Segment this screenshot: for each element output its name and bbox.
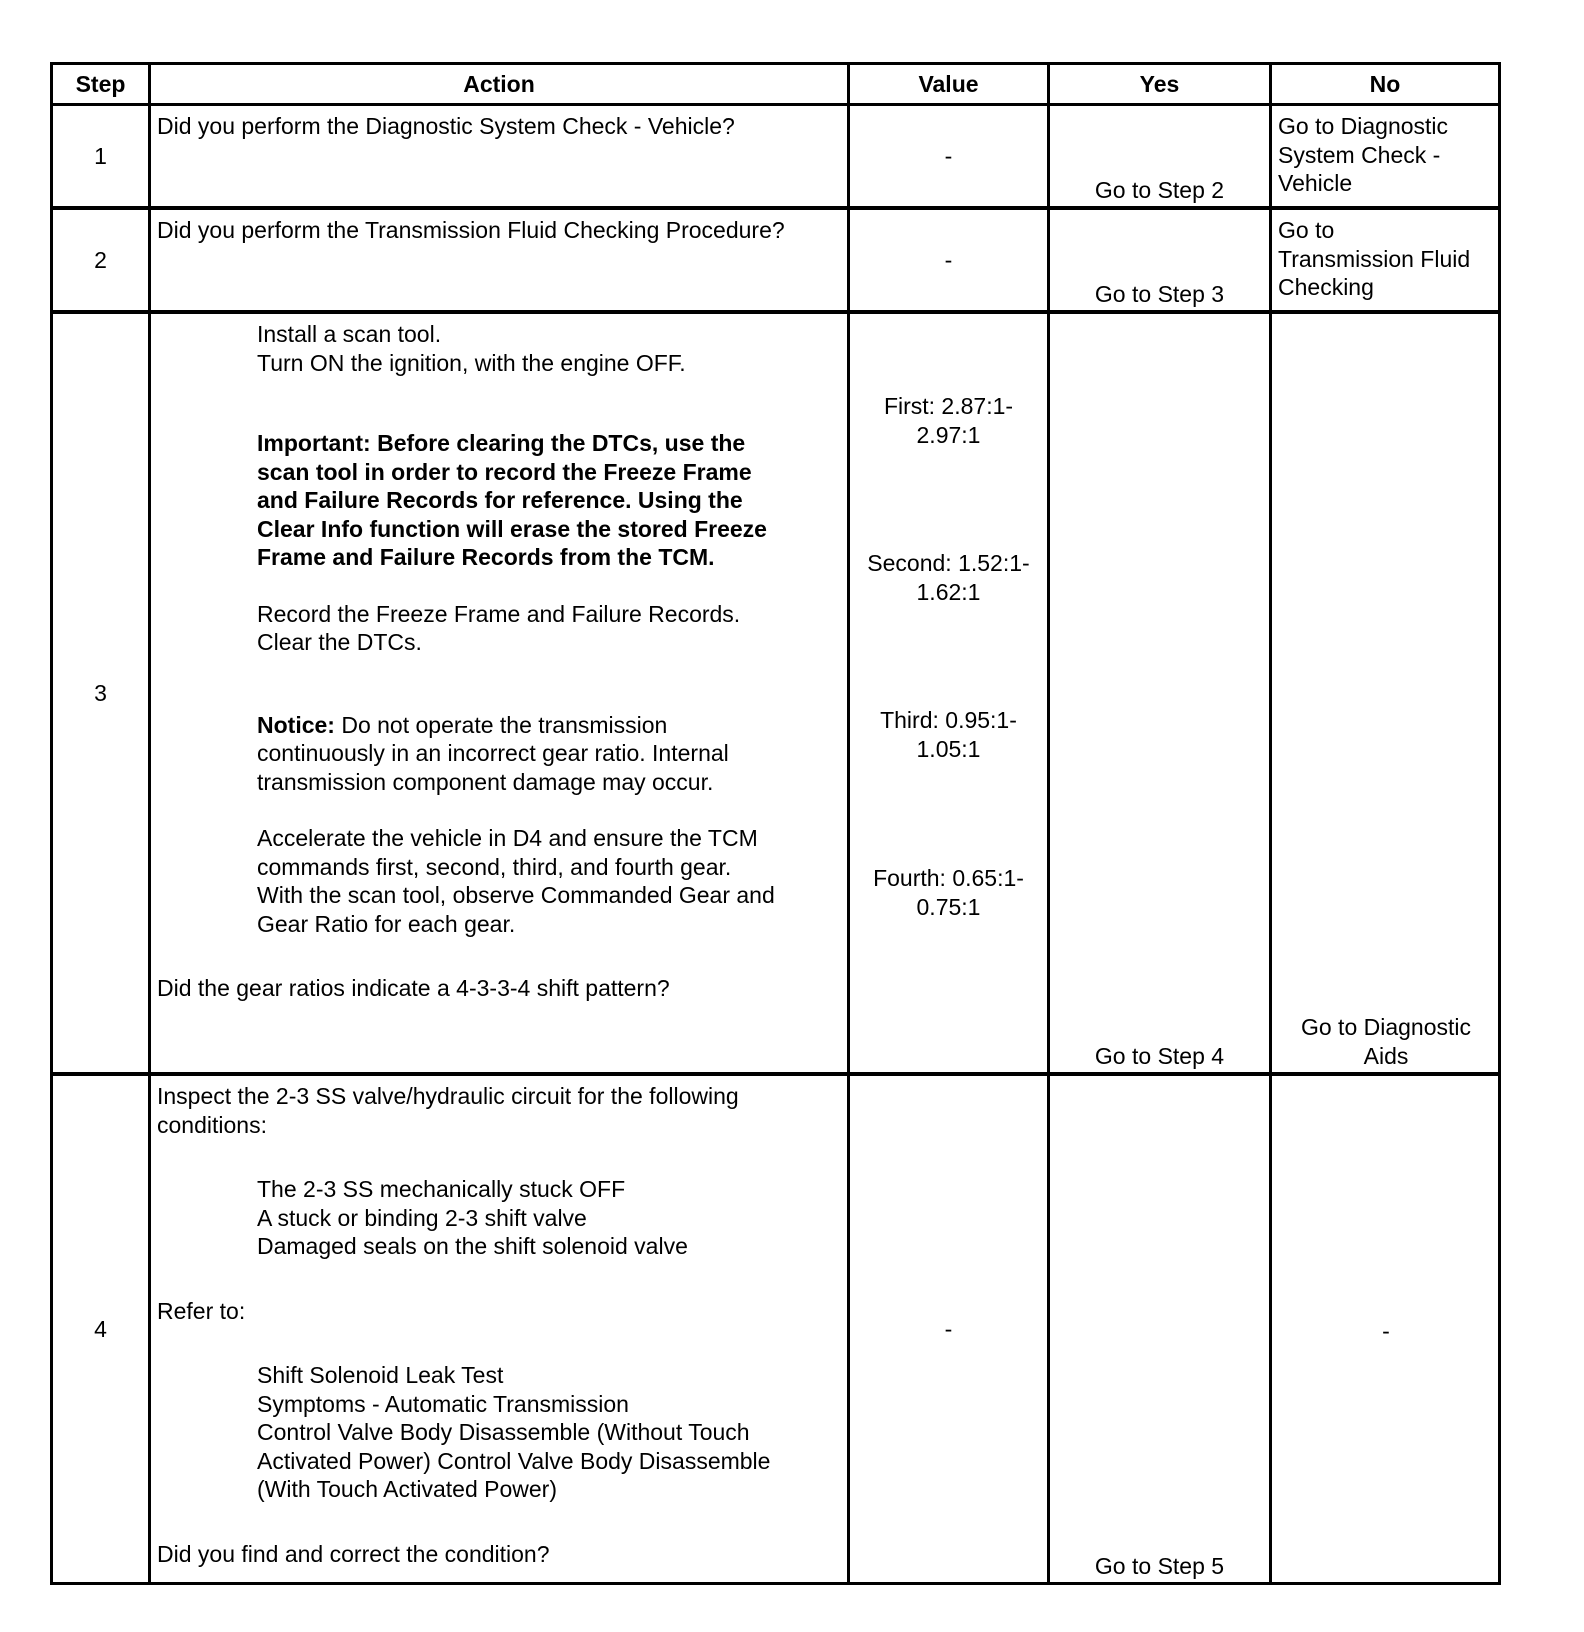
gear-ratio-line: 2.97:1: [916, 421, 981, 448]
reference-list: [157, 1361, 841, 1504]
header-step: Step: [52, 64, 150, 105]
no-text-line: Go to: [1278, 217, 1335, 243]
value-cell: -: [849, 1074, 1049, 1584]
no-text-line: Go to Diagnostic: [1278, 113, 1449, 139]
no-cell: [1271, 312, 1500, 1074]
important-line: Frame and Failure Records from the TCM.: [257, 544, 715, 570]
action-line: Turn ON the ignition, with the engine OFF.: [257, 349, 686, 376]
action-line: commands first, second, third, and fourth gear.: [257, 853, 732, 880]
no-text-line: Go to Diagnostic: [1300, 1014, 1472, 1040]
gear-ratio-third: [850, 706, 1047, 763]
gear-ratio-second: [850, 549, 1047, 606]
important-note: [157, 429, 841, 572]
header-value: Value: [849, 64, 1049, 105]
reference-link[interactable]: Control Valve Body Disassemble (Without Touch: [257, 1419, 750, 1445]
notice-line: transmission component damage may occur.: [257, 768, 714, 795]
no-cell: -: [1271, 1074, 1500, 1584]
notice-line: Do not operate the transmission: [334, 711, 668, 738]
action-intro: [157, 1082, 841, 1139]
table-row: [52, 208, 1500, 312]
yes-cell: Go to Step 3: [1049, 208, 1271, 312]
table-row: [52, 105, 1500, 209]
action-cell: [150, 312, 849, 1074]
no-cell: [1271, 208, 1500, 312]
action-line: Accelerate the vehicle in D4 and ensure the TCM: [257, 825, 758, 851]
gear-ratio-line: 0.75:1: [916, 893, 981, 920]
reference-link[interactable]: Activated Power) Control Valve Body Disassemble: [257, 1447, 771, 1474]
conditions-list: [157, 1175, 841, 1261]
gear-ratio-line: Fourth: 0.65:1-: [873, 865, 1024, 891]
step-number: 1: [52, 105, 150, 209]
header-yes: Yes: [1049, 64, 1271, 105]
no-text-line: Aids: [1363, 1042, 1409, 1069]
action-question: Did the gear ratios indicate a 4-3-3-4 shift pattern?: [157, 975, 670, 1001]
no-cell: [1271, 105, 1500, 209]
gear-ratio-line: First: 2.87:1-: [883, 393, 1014, 419]
gear-ratio-fourth: [850, 864, 1047, 921]
action-text: Did you perform the Diagnostic System Check - Vehicle?: [157, 113, 735, 139]
notice-label: Notice:: [257, 711, 335, 738]
action-steps-c: [157, 824, 841, 938]
reference-link[interactable]: Symptoms - Automatic Transmission: [257, 1390, 629, 1417]
important-line: Clear Info function will erase the stored Freeze: [257, 515, 767, 542]
reference-link[interactable]: (With Touch Activated Power): [257, 1476, 557, 1502]
gear-ratio-line: Second: 1.52:1-: [867, 550, 1030, 576]
gear-ratio-line: 1.05:1: [916, 735, 981, 762]
no-text-line: Vehicle: [1278, 170, 1353, 196]
action-question: Did you find and correct the condition?: [157, 1540, 550, 1567]
value-cell: -: [849, 105, 1049, 209]
table-row: [52, 1074, 1500, 1584]
action-cell: [150, 1074, 849, 1584]
important-line: and Failure Records for reference. Using the: [257, 487, 743, 513]
no-text-line: Checking: [1278, 274, 1374, 300]
step-number: 2: [52, 208, 150, 312]
yes-cell: Go to Step 2: [1049, 105, 1271, 209]
diagnostic-table: [50, 62, 1501, 1585]
notice-line: continuously in an incorrect gear ratio. Internal: [257, 740, 729, 766]
header-row: [52, 64, 1500, 105]
yes-cell: Go to Step 4: [1049, 312, 1271, 1074]
action-steps-b: [157, 600, 841, 657]
action-line: Gear Ratio for each gear.: [257, 910, 516, 937]
action-steps-a: [157, 320, 841, 377]
action-line: conditions:: [157, 1111, 267, 1138]
refer-label: Refer to:: [157, 1297, 246, 1324]
no-text-line: Transmission Fluid: [1278, 245, 1471, 272]
step-number: 4: [52, 1074, 150, 1584]
condition-item: Damaged seals on the shift solenoid valve: [257, 1233, 688, 1259]
step-number: 3: [52, 312, 150, 1074]
value-cell: -: [849, 208, 1049, 312]
gear-ratio-line: 1.62:1: [916, 578, 981, 605]
important-line: Important: Before clearing the DTCs, use the: [257, 430, 746, 456]
reference-link[interactable]: Shift Solenoid Leak Test: [257, 1362, 504, 1388]
action-cell: [150, 105, 849, 209]
yes-cell: Go to Step 5: [1049, 1074, 1271, 1584]
action-line: Record the Freeze Frame and Failure Records.: [257, 600, 741, 627]
condition-item: The 2-3 SS mechanically stuck OFF: [257, 1176, 626, 1202]
action-line: Clear the DTCs.: [257, 629, 422, 655]
action-line: With the scan tool, observe Commanded Gear and: [257, 882, 775, 908]
no-text-line: System Check -: [1278, 141, 1441, 168]
notice-note: [157, 711, 841, 797]
action-text: Did you perform the Transmission Fluid Checking Procedure?: [157, 217, 785, 243]
action-cell: [150, 208, 849, 312]
header-action: Action: [150, 64, 849, 105]
important-line: scan tool in order to record the Freeze Frame: [257, 458, 752, 485]
condition-item: A stuck or binding 2-3 shift valve: [257, 1204, 587, 1231]
action-line: Install a scan tool.: [257, 321, 442, 347]
gear-ratio-first: [850, 392, 1047, 449]
action-line: Inspect the 2-3 SS valve/hydraulic circuit for the following: [157, 1083, 739, 1109]
value-cell: [849, 312, 1049, 1074]
table-row: [52, 312, 1500, 1074]
gear-ratio-line: Third: 0.95:1-: [880, 707, 1017, 733]
header-no: No: [1271, 64, 1500, 105]
